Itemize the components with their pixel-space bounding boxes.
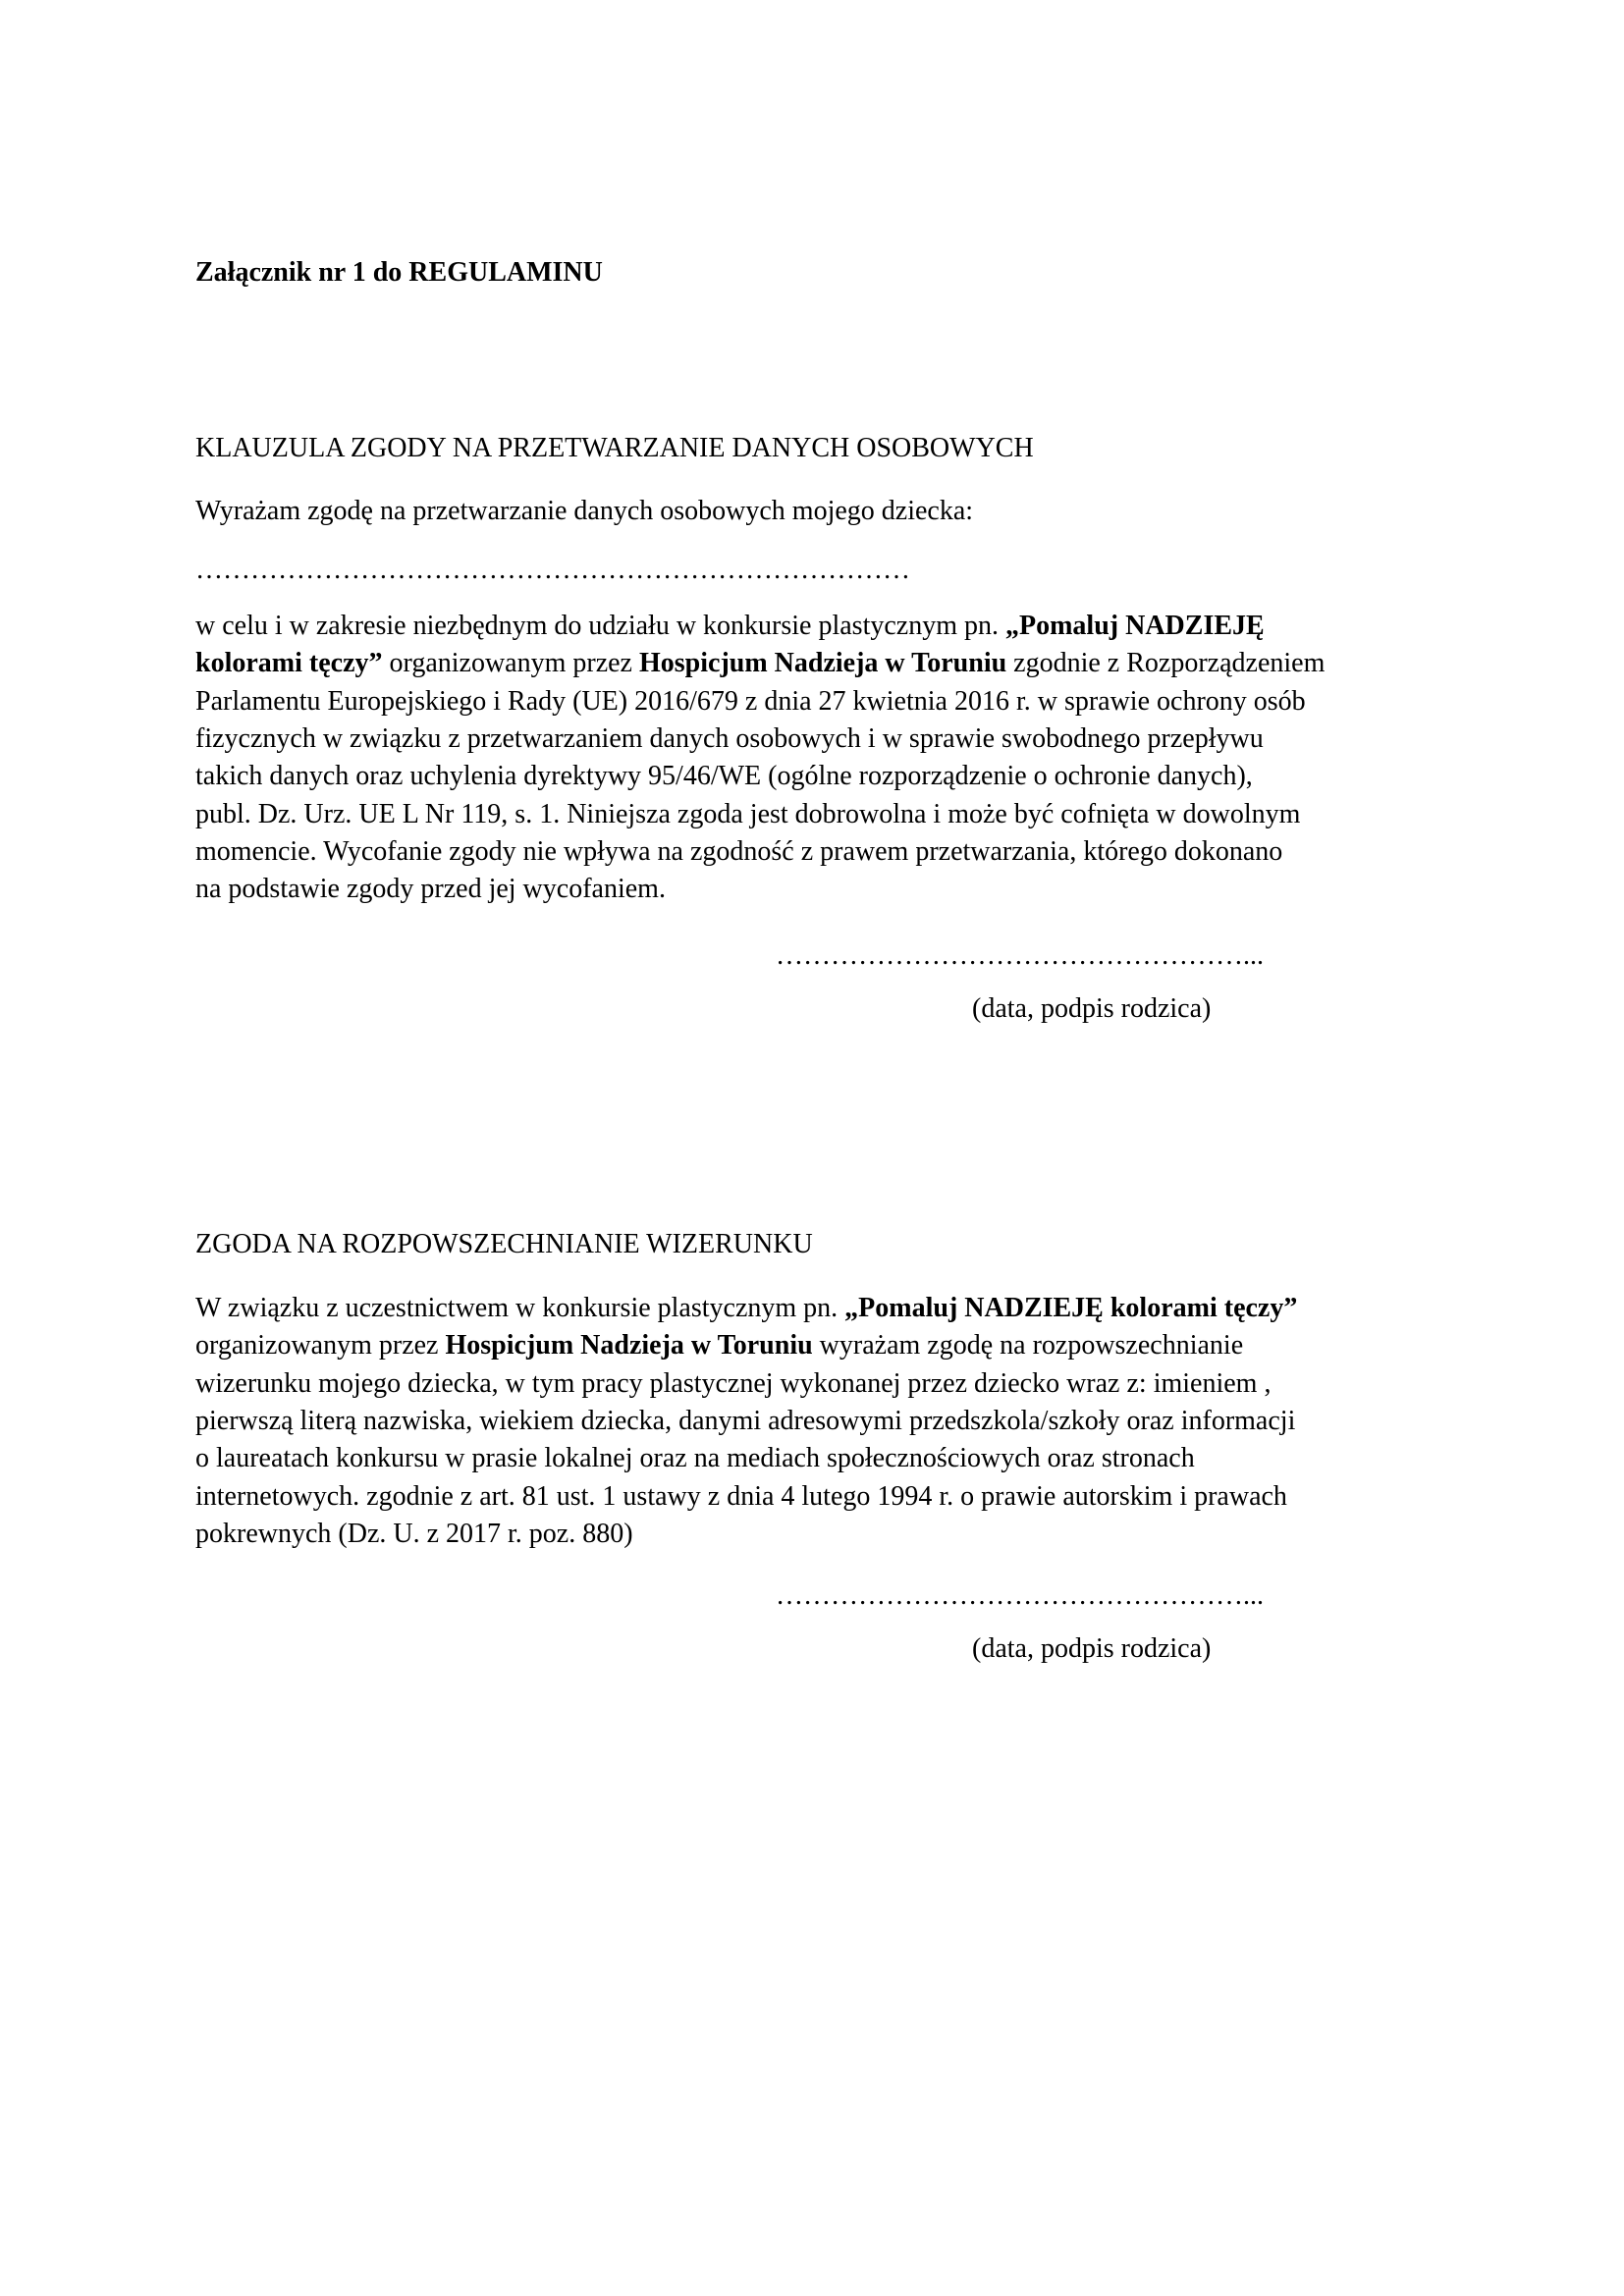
paragraph-line	[195, 683, 1306, 721]
text-run: zgodnie z Rozporządzeniem	[1006, 648, 1326, 679]
paragraph-line	[195, 1327, 1243, 1364]
text-run: fizycznych w związku z przetwarzaniem danych osobowych i w sprawie swobodnego przepływu	[195, 722, 1264, 754]
text-run: internetowych. zgodnie z art. 81 ust. 1 ustawy z dnia 4 lutego 1994 r. o prawie autorskim i prawach	[195, 1480, 1287, 1512]
text-run: na podstawie zgody przed jej wycofaniem.	[195, 874, 666, 905]
paragraph-line	[195, 645, 1325, 682]
paragraph-line	[195, 608, 1265, 645]
text-run: pierwszą literą nazwiska, wiekiem dziecka, danymi adresowymi przedszkola/szkoły oraz informacji	[195, 1405, 1296, 1436]
bold-text: Hospicjum Nadzieja w Toruniu	[639, 648, 1007, 679]
signature-label: (data, podpis rodzica)	[972, 993, 1212, 1024]
paragraph-line	[195, 1403, 1295, 1440]
paragraph-line	[195, 833, 1282, 871]
text-run: W związku z uczestnictwem w konkursie plastycznym pn.	[195, 1293, 845, 1323]
consent-heading-image: ZGODA NA ROZPOWSZECHNIANIE WIZERUNKU	[195, 1229, 813, 1259]
text-run: wizerunku mojego dziecka, w tym pracy plastycznej wykonanej przez dziecko wraz z: imieniem ,	[195, 1367, 1272, 1399]
text-run: organizowanym przez	[382, 648, 639, 679]
bold-text: „Pomaluj NADZIEJĘ	[1005, 611, 1265, 641]
paragraph-line	[195, 721, 1264, 758]
text-run: w celu i w zakresie niezbędnym do udziału w konkursie plastycznym pn.	[195, 611, 1005, 641]
paragraph-line	[195, 758, 1253, 795]
text-run: wyrażam zgodę na rozpowszechnianie	[812, 1330, 1244, 1362]
signature-line: ……………………………………………...	[776, 940, 1264, 971]
signature-label-2: (data, podpis rodzica)	[972, 1633, 1212, 1664]
attachment-title: Załącznik nr 1 do REGULAMINU	[195, 257, 603, 288]
consent-intro: Wyrażam zgodę na przetwarzanie danych osobowych mojego dziecka:	[195, 496, 974, 526]
bold-text: Hospicjum Nadzieja w Toruniu	[445, 1330, 813, 1362]
bold-text: „Pomaluj NADZIEJĘ kolorami tęczy”	[844, 1293, 1298, 1323]
text-run: pokrewnych (Dz. U. z 2017 r. poz. 880)	[195, 1518, 633, 1549]
text-run: organizowanym przez	[195, 1330, 446, 1362]
text-run: publ. Dz. Urz. UE L Nr 119, s. 1. Niniejsza zgoda jest dobrowolna i może być cofnięta w dowolnym	[195, 798, 1301, 829]
text-run: takich danych oraz uchylenia dyrektywy 95/46/WE (ogólne rozporządzenie o ochronie danych),	[195, 761, 1253, 792]
text-run: Parlamentu Europejskiego i Rady (UE) 2016/679 z dnia 27 kwietnia 2016 r. w sprawie ochrony osób	[195, 685, 1306, 717]
text-run: o laureatach konkursu w prasie lokalnej oraz na mediach społecznościowych oraz stronach	[195, 1443, 1195, 1474]
paragraph-line	[195, 1365, 1271, 1403]
paragraph-line	[195, 796, 1300, 833]
paragraph-line	[195, 1290, 1297, 1327]
text-run: momencie. Wycofanie zgody nie wpływa na zgodność z prawem przetwarzania, którego dokonano	[195, 835, 1283, 867]
signature-line-2: ……………………………………………...	[776, 1580, 1264, 1611]
paragraph-line	[195, 871, 666, 908]
paragraph-line	[195, 1440, 1195, 1477]
bold-text: kolorami tęczy”	[195, 648, 383, 679]
child-name-fill-line: ……………………………………………………………………	[195, 555, 910, 585]
paragraph-line	[195, 1516, 633, 1553]
paragraph-line	[195, 1478, 1287, 1516]
consent-heading-data-processing: KLAUZULA ZGODY NA PRZETWARZANIE DANYCH OSOBOWYCH	[195, 433, 1034, 463]
